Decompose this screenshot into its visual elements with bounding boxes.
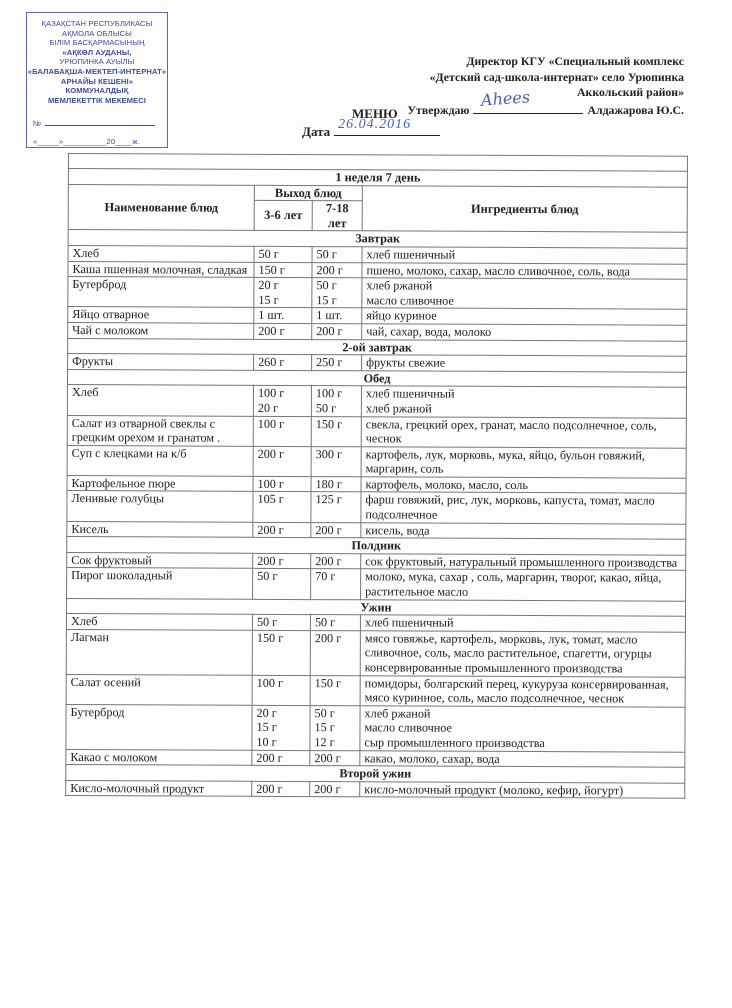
stamp-line: МЕМЛЕКЕТТІК МЕКЕМЕСІ xyxy=(47,95,146,105)
ingredients xyxy=(360,615,685,632)
stamp-line: БІЛІМ БАСҚАРМАСЫНЫҢ xyxy=(49,38,145,48)
cell-line: 15 г xyxy=(314,720,335,735)
portion-3-6 xyxy=(253,476,311,492)
cell-line: 125 г xyxy=(315,492,342,507)
dish-name: Пирог шоколадный xyxy=(67,568,253,599)
cell-line: картофель, молоко, масло, соль xyxy=(365,477,528,492)
table-row xyxy=(66,629,685,676)
cell-line: 200 г xyxy=(257,446,285,461)
section-title: Полдник xyxy=(67,537,686,555)
cell-line: 260 г xyxy=(258,354,285,370)
cell-line: яйцо куриное xyxy=(366,308,437,323)
ingredients xyxy=(361,477,686,494)
cell-line: 100 г xyxy=(256,675,284,690)
portion-3-6 xyxy=(253,446,311,476)
menu-table xyxy=(65,153,688,799)
portion-7-18 xyxy=(310,615,360,631)
dish-name: Салат из отварной свеклы с грецким орехом и гранатом . xyxy=(67,415,253,446)
cell-line: 105 г xyxy=(257,492,284,507)
cell-line: мясо говяжье, картофель, морковь, лук, томат, масло сливочное, соль, масло растительное, спагетти, огурцы консервированные промышленного производства xyxy=(364,631,652,676)
ingredients xyxy=(362,278,687,310)
portion-7-18 xyxy=(312,308,362,324)
portion-3-6 xyxy=(253,569,311,599)
cell-line: 200 г xyxy=(258,323,285,338)
portion-3-6 xyxy=(254,262,312,278)
cell-line: 50 г xyxy=(314,705,335,720)
cell-line: 150 г xyxy=(258,262,285,277)
cell-line: чай, сахар, вода, молоко xyxy=(366,324,492,339)
portion-7-18 xyxy=(311,476,361,492)
portion-7-18 xyxy=(311,386,361,416)
portion-3-6 xyxy=(254,354,312,370)
table-row xyxy=(66,704,685,751)
cell-line: 100 г xyxy=(257,416,285,431)
portion-3-6 xyxy=(253,492,311,522)
ingredients xyxy=(362,308,687,325)
approval-block xyxy=(407,54,684,118)
table-row xyxy=(66,674,685,707)
portion-3-6 xyxy=(252,630,310,675)
cell-line: 200 г xyxy=(256,781,283,796)
cell-line: молоко, мука, сахар , соль, маргарин, творог, какао, яйца, растительное масло xyxy=(365,569,662,599)
cell-line: 20 г xyxy=(256,705,277,720)
official-stamp xyxy=(26,12,168,148)
signature-line xyxy=(473,86,583,114)
header-age-3-6: 3-6 лет xyxy=(254,201,312,231)
dish-name: Ленивые голубцы xyxy=(67,491,253,522)
portion-7-18 xyxy=(310,630,360,675)
cell-line: 250 г xyxy=(316,355,343,370)
portion-3-6 xyxy=(252,705,310,750)
portion-7-18 xyxy=(310,705,360,750)
dish-name: Бутерброд xyxy=(68,277,254,308)
dish-name: Хлеб xyxy=(67,385,253,416)
cell-line: 50 г xyxy=(257,569,278,584)
dish-name: Яйцо отварное xyxy=(68,307,254,323)
stamp-line: АРНАЙЫ КЕШЕНІ» xyxy=(60,76,134,86)
cell-line: 150 г xyxy=(315,416,343,431)
cell-line: 50 г xyxy=(258,246,279,261)
portion-3-6 xyxy=(253,386,311,416)
cell-line: масло сливочное xyxy=(366,293,454,308)
cell-line: 200 г xyxy=(315,522,342,537)
dish-name: Хлеб xyxy=(66,614,252,630)
cell-line: 200 г xyxy=(257,522,284,537)
portion-3-6 xyxy=(253,416,311,446)
dish-name: Салат осений xyxy=(66,674,252,705)
table-row xyxy=(67,385,686,418)
week-day-header: 1 неделя 7 день xyxy=(68,169,687,187)
director-line-2: «Детский сад-школа-интернат» село Урюпинка xyxy=(429,69,684,84)
portion-7-18 xyxy=(312,355,362,371)
portion-7-18 xyxy=(312,324,362,340)
stamp-line: АҚМОЛА ОБЛЫСЫ xyxy=(62,28,132,38)
cell-line: масло сливочное xyxy=(364,720,452,736)
portion-7-18 xyxy=(310,675,360,705)
dish-name: Суп с клецками на к/б xyxy=(67,445,253,476)
ingredients xyxy=(361,492,686,524)
dish-name: Кисель xyxy=(67,521,253,537)
portion-7-18 xyxy=(312,262,362,278)
stamp-line: «АҚКӨЛ АУДАНЫ, xyxy=(62,47,132,57)
cell-line: 150 г xyxy=(314,675,342,690)
handwritten-date: 26.04.2016 xyxy=(338,117,412,132)
portion-7-18 xyxy=(311,522,361,538)
cell-line: 70 г xyxy=(315,569,336,584)
cell-line: 150 г xyxy=(256,630,284,645)
cell-line: 100 г xyxy=(257,476,284,491)
cell-line: 1 шт. xyxy=(316,308,343,323)
portion-3-6 xyxy=(253,553,311,569)
portion-7-18 xyxy=(312,247,362,263)
date-label: Дата xyxy=(302,124,331,139)
cell-line: картофель, лук, морковь, мука, яйцо, бульон говяжий, маргарин, соль xyxy=(365,446,645,476)
dish-name: Сок фруктовый xyxy=(67,552,253,568)
signer-name: Алдажарова Ю.С. xyxy=(587,102,684,117)
portion-7-18 xyxy=(311,553,361,569)
section-title: Обед xyxy=(67,369,686,387)
cell-line: помидоры, болгарский перец, кукуруза консервированная, мясо куринное, соль, масло подсолнечное, чеснок xyxy=(364,675,669,706)
ingredients xyxy=(361,416,686,448)
cell-line: 50 г xyxy=(316,247,337,262)
portion-3-6 xyxy=(252,750,310,766)
ingredients xyxy=(361,554,686,571)
cell-line: 200 г xyxy=(257,553,284,568)
header-ingredients: Ингредиенты блюд xyxy=(362,185,687,232)
cell-line: хлеб пшеничный xyxy=(365,386,455,402)
portion-3-6 xyxy=(253,522,311,538)
ingredients xyxy=(360,750,685,767)
menu-body xyxy=(66,230,687,799)
dish-name: Кисло-молочный продукт xyxy=(66,780,252,796)
cell-line: 100 г xyxy=(315,386,343,401)
table-row xyxy=(67,445,686,478)
portion-7-18 xyxy=(310,781,360,797)
cell-line: 200 г xyxy=(314,630,342,646)
cell-line: 10 г xyxy=(256,734,277,749)
cell-line: свекла, грецкий орех, гранат, масло подсолнечное, соль, чеснок xyxy=(365,416,657,446)
dish-name: Лагман xyxy=(66,629,252,675)
portion-3-6 xyxy=(254,246,312,262)
ingredients xyxy=(362,262,687,279)
cell-line: какао, молоко, сахар, вода xyxy=(364,750,500,766)
portion-3-6 xyxy=(254,308,312,324)
dish-name: Картофельное пюре xyxy=(67,475,253,491)
section-title: Ужин xyxy=(66,598,685,616)
ingredients xyxy=(361,446,686,478)
portion-7-18 xyxy=(311,569,361,599)
cell-line: 200 г xyxy=(316,324,343,339)
section-title: Завтрак xyxy=(68,230,687,248)
table-row xyxy=(68,277,687,310)
date-line xyxy=(334,117,440,136)
cell-line: 50 г xyxy=(315,400,337,416)
header-dish-name: Наименование блюд xyxy=(68,184,254,231)
ingredients xyxy=(362,355,687,372)
header-output: Выход блюд xyxy=(254,185,362,201)
cell-line: сыр промышленного производства xyxy=(364,735,545,751)
ingredients xyxy=(361,569,686,601)
table-row xyxy=(67,568,686,601)
ingredients xyxy=(360,782,685,799)
cell-line: фарш говяжий, рис, лук, морковь, капуста, томат, масло подсолнечное xyxy=(365,492,655,522)
dish-name: Чай с молоком xyxy=(68,322,254,338)
dish-name: Бутерброд xyxy=(66,704,252,750)
cell-line: 200 г xyxy=(256,750,283,765)
cell-line: кисло-молочный продукт (молоко, кефир, йогурт) xyxy=(364,782,624,798)
table-row xyxy=(67,491,686,524)
portion-3-6 xyxy=(254,323,312,339)
stamp-date-field: «_____»__________20____ж. xyxy=(33,137,140,146)
cell-line: 20 г xyxy=(257,400,279,415)
dish-name: Какао с молоком xyxy=(66,749,252,765)
dish-name: Хлеб xyxy=(68,245,254,261)
ingredients xyxy=(362,247,687,264)
cell-line: кисель, вода xyxy=(365,522,430,538)
portion-7-18 xyxy=(310,750,360,766)
cell-line: 50 г xyxy=(256,615,278,630)
cell-line: 15 г xyxy=(258,292,279,307)
portion-3-6 xyxy=(254,277,312,307)
dish-name: Фрукты xyxy=(68,354,254,370)
ingredients xyxy=(360,706,685,752)
portion-7-18 xyxy=(312,278,362,308)
cell-line: 100 г xyxy=(257,386,285,401)
cell-line: хлеб пшеничный xyxy=(366,247,456,262)
portion-7-18 xyxy=(311,446,361,476)
portion-3-6 xyxy=(252,615,310,631)
cell-line: пшено, молоко, сахар, масло сливочное, соль, вода xyxy=(366,262,630,279)
ingredients xyxy=(360,675,685,707)
cell-line: 12 г xyxy=(314,735,335,750)
director-line-1: Директор КГУ «Специальный комплекс xyxy=(466,54,684,68)
stamp-line: «БАЛАБАҚША-МЕКТЕП-ИНТЕРНАТ» xyxy=(27,66,167,76)
header-age-7-18: 7-18 лет xyxy=(312,201,362,231)
date-row xyxy=(302,117,440,140)
handwritten-signature: Ahees xyxy=(480,86,532,110)
ingredients xyxy=(362,324,687,341)
section-title: 2-ой завтрак xyxy=(68,338,687,356)
cell-line: сок фруктовый, натуральный промышленного производства xyxy=(365,554,678,570)
cell-line: хлеб пшеничный xyxy=(364,615,454,630)
cell-line: хлеб ржаной xyxy=(366,278,433,293)
cell-line: 180 г xyxy=(315,476,342,492)
stamp-line: ҚАЗАҚСТАН РЕСПУБЛИКАСЫ xyxy=(41,19,153,28)
table-row xyxy=(67,415,686,448)
ingredients xyxy=(361,522,686,539)
approve-label: Утверждаю xyxy=(407,102,470,117)
stamp-line: КОММУНАЛДЫҚ xyxy=(65,86,129,96)
cell-line: 50 г xyxy=(314,615,336,630)
cell-line: 200 г xyxy=(316,262,343,277)
portion-7-18 xyxy=(311,416,361,446)
portion-7-18 xyxy=(311,492,361,522)
cell-line: 1 шт. xyxy=(258,308,285,323)
portion-3-6 xyxy=(252,675,310,705)
director-line-3: Аккольский район» xyxy=(577,85,684,99)
cell-line: 20 г xyxy=(258,277,279,293)
cell-line: 200 г xyxy=(314,781,341,796)
cell-line: 15 г xyxy=(256,720,277,735)
page-title: МЕНЮ xyxy=(352,106,398,121)
cell-line: 50 г xyxy=(316,278,337,293)
ingredients xyxy=(360,631,685,677)
cell-line: 200 г xyxy=(315,553,342,569)
section-title: Второй ужин xyxy=(66,765,685,783)
ingredients xyxy=(361,386,686,418)
table-row xyxy=(66,780,685,798)
cell-line: 300 г xyxy=(315,446,343,461)
dish-name: Каша пшенная молочная, сладкая xyxy=(68,261,254,277)
stamp-number-field: № xyxy=(33,119,163,129)
cell-line: 200 г xyxy=(314,750,341,765)
cell-line: хлеб ржаной xyxy=(365,401,432,416)
cell-line: хлеб ржаной xyxy=(364,706,431,721)
portion-3-6 xyxy=(252,781,310,797)
stamp-line: УРЮПИНКА АУЫЛЫ xyxy=(59,57,135,67)
cell-line: фрукты свежие xyxy=(366,355,446,370)
cell-line: 15 г xyxy=(316,292,337,307)
